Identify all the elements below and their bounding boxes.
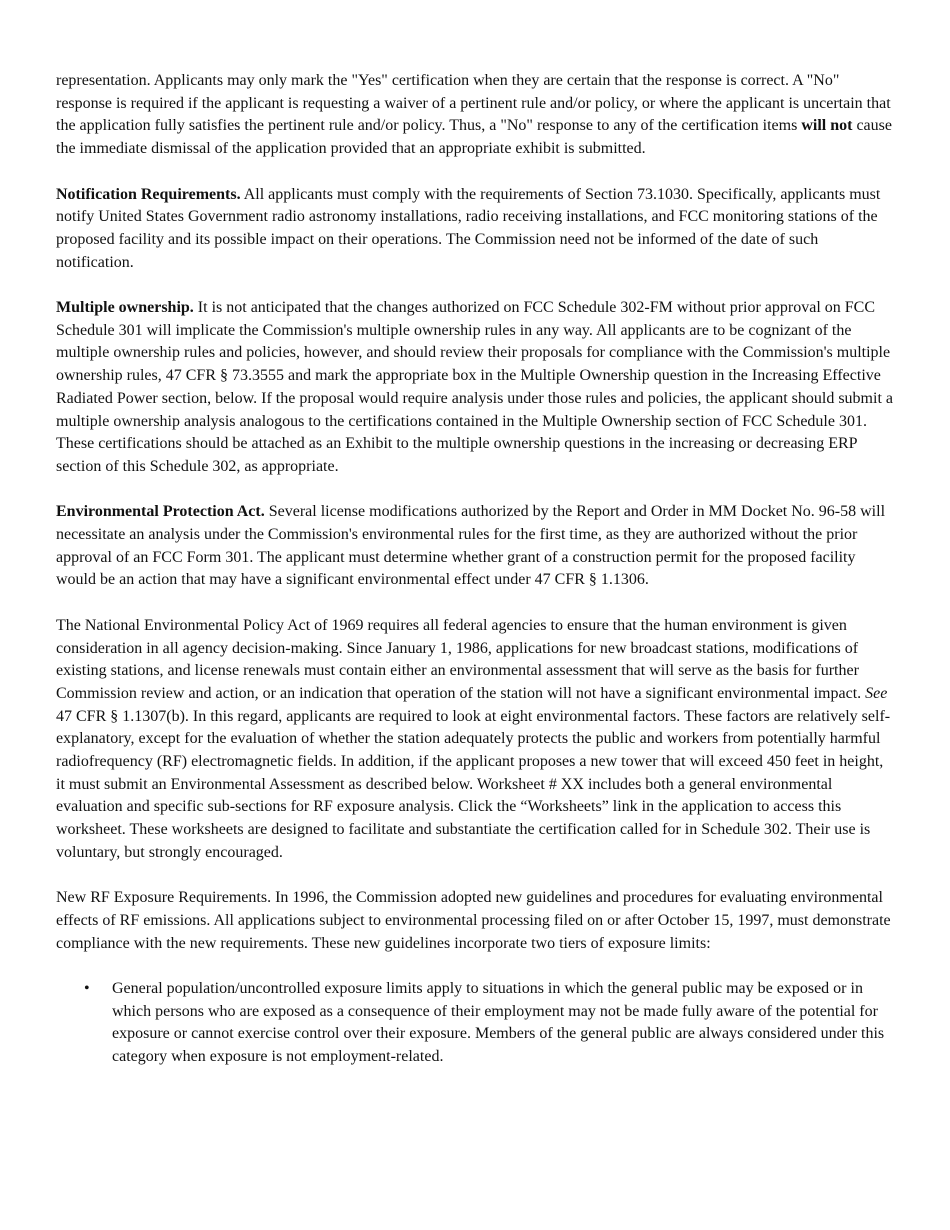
notification-requirements-heading: Notification Requirements.: [56, 185, 241, 203]
bullet-icon: •: [84, 980, 90, 998]
environmental-protection-paragraph: [56, 501, 896, 592]
environmental-protection-text: Several license modifications authorized by the Report and Order in MM Docket No. 96-58 will necessitate an analysis under the Commission's environmental rules for the first time, as they are authorized without the prior approval of an FCC Form 301. The applicant must determine whether grant of a construction permit for the proposed facility would be an action that may have a significant environmental effect under 47 CFR § 1.1306.: [56, 503, 886, 589]
multiple-ownership-paragraph: [56, 297, 896, 479]
certification-bold-emphasis: will not: [801, 117, 853, 135]
nepa-text-2: 47 CFR § 1.1307(b). In this regard, applicants are required to look at eight environmental factors. These factors are relatively self-explanatory, except for the evaluation of whether the station adequately protects the public and workers from potentially harmful radiofrequency (RF) electromagnetic fields. In addition, if the applicant proposes a new tower that will exceed 450 feet in height, it must submit an Environmental Assessment as described below. Worksheet # XX includes both a general environmental evaluation and specific sub-sections for RF exposure analysis. Click the “Worksheets” link in the application to access this worksheet. These worksheets are designed to facilitate and substantiate the certification called for in Schedule 302. Their use is voluntary, but strongly encouraged.: [56, 707, 891, 861]
multiple-ownership-text: It is not anticipated that the changes authorized on FCC Schedule 302-FM without prior approval on FCC Schedule 301 will implicate the Commission's multiple ownership rules in any way. All applicants are to be cognizant of the multiple ownership rules and policies, however, and should review their proposals for compliance with the Commission's multiple ownership rules, 47 CFR § 73.3555 and mark the appropriate box in the Multiple Ownership question in the Increasing Effective Radiated Power section, below. If the proposal would require analysis under those rules and policies, the applicant should submit a multiple ownership analysis analogous to the certifications contained in the Multiple Ownership section of FCC Schedule 301. These certifications should be attached as an Exhibit to the multiple ownership questions in the increasing or decreasing ERP section of this Schedule 302, as appropriate.: [56, 299, 893, 475]
nepa-see-italic: See: [865, 684, 888, 702]
certification-text-1: representation. Applicants may only mark the "Yes" certification when they are certain that the response is correct. A "No" response is required if the applicant is requesting a waiver of a pertinent rule and/or policy, or where the applicant is uncertain that the application fully satisfies the pertinent rule and/or policy. Thus, a "No" response to any of the certification items: [56, 72, 891, 135]
environmental-protection-heading: Environmental Protection Act.: [56, 503, 265, 521]
nepa-paragraph: [56, 615, 896, 865]
exposure-tiers-list: [56, 978, 896, 1069]
notification-requirements-paragraph: [56, 184, 896, 275]
multiple-ownership-heading: Multiple ownership.: [56, 299, 194, 316]
list-item: [56, 978, 896, 1069]
notification-requirements-text: All applicants must comply with the requirements of Section 73.1030. Specifically, applicants must notify United States Government radio astronomy installations, radio receiving installations, and FCC monitoring stations of the proposed facility and its possible impact on their operations. The Commission need not be informed of the date of such notification.: [56, 185, 881, 271]
document-page: [56, 70, 896, 1069]
rf-exposure-paragraph: [56, 887, 896, 955]
rf-exposure-text: New RF Exposure Requirements. In 1996, the Commission adopted new guidelines and procedures for evaluating environmental effects of RF emissions. All applications subject to environmental processing filed on or after October 15, 1997, must demonstrate compliance with the new requirements. These new guidelines incorporate two tiers of exposure limits:: [56, 889, 891, 952]
general-population-text: General population/uncontrolled exposure limits apply to situations in which the general public may be exposed or in which persons who are exposed as a consequence of their employment may not be made fully aware of the potential for exposure or cannot exercise control over their exposure. Members of the general public are always considered under this category when exposure is not employment-related.: [112, 980, 885, 1066]
nepa-text-1: The National Environmental Policy Act of 1969 requires all federal agencies to ensure that the human environment is given consideration in all agency decision-making. Since January 1, 1986, applications for new broadcast stations, modifications of existing stations, and license renewals must contain either an environmental assessment that will serve as the basis for further Commission review and action, or an indication that operation of the station will not have a significant environmental impact.: [56, 616, 866, 702]
certification-paragraph: [56, 70, 896, 161]
certification-text-2: cause the immediate dismissal of the application provided that an appropriate exhibit is submitted.: [56, 117, 892, 158]
